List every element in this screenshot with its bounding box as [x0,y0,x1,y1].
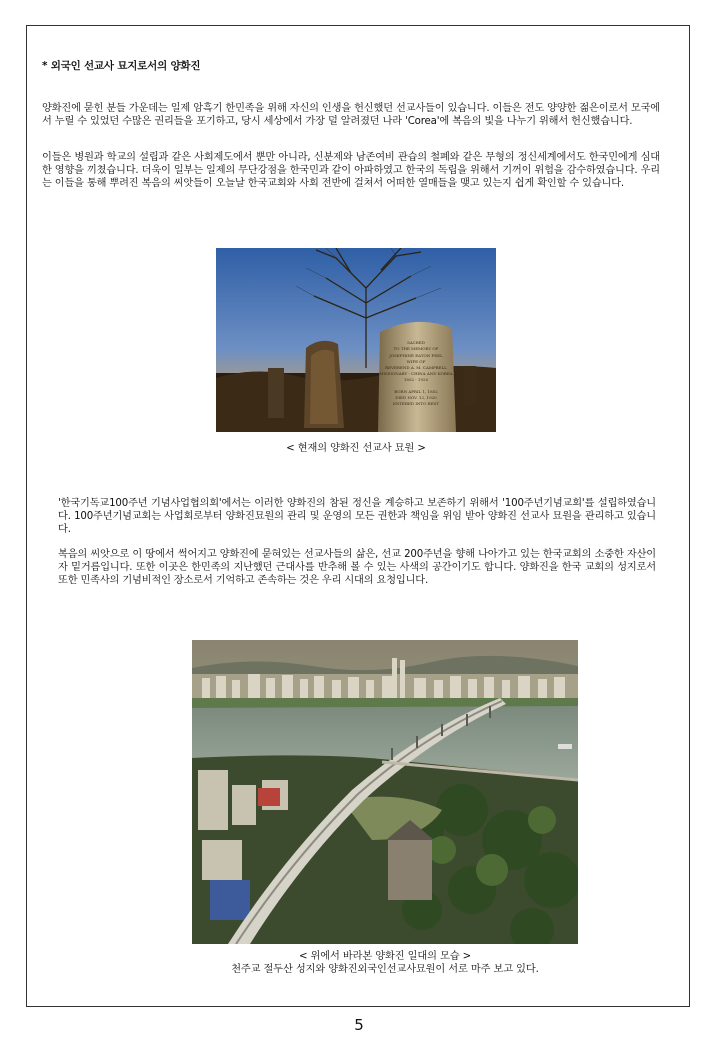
photo2-caption-line-2: 천주교 절두산 성지와 양화진외국인선교사묘원이 서로 마주 보고 있다. [231,964,539,975]
stone-line-1: SACRED [407,340,425,345]
paragraph-1: 양화진에 묻힌 분들 가운데는 일제 암흑기 한민족을 위해 자신의 인생을 헌신했던 선교사들이 있습니다. 이들은 전도 양양한 젊은이로서 모국에서 누릴 수 있었던 수많은 권리들을 포기하고, 당시 세상에서 가장 덜 알려졌던 나라 'Corea'에 복음의 빛을 나누기 위해서 헌신했습니다. [42,103,660,128]
stone-line-9: DIED NOV. 12, 1920 [395,395,437,400]
stone-line-2: TO THE MEMORY OF [393,346,439,351]
stone-line-10: ENTERED INTO REST [392,401,440,406]
stone-line-4: WIFE OF [406,359,426,364]
photo1-caption: < 현재의 양화진 선교사 묘원 > [286,443,426,454]
stone-line-6: MISSIONARY - CHINA AND KOREA [379,371,453,376]
stone-line-8: BORN APRIL 1, 1852 [394,389,438,394]
photo2-caption-line-1: < 위에서 바라본 양화진 일대의 모습 > [298,951,472,962]
photo2-caption [160,950,610,976]
section-heading: * 외국인 선교사 묘지로서의 양화진 [42,60,201,72]
stone-line-5: REVEREND A. M. CAMPBELL [385,365,447,370]
page-number: 5 [354,1016,364,1034]
paragraph-3: '한국기독교100주년 기념사업협의회'에서는 이러한 양화진의 참된 정신을 계승하고 보존하기 위해서 '100주년기념교회'를 설립하였습니다. 100주년기념교회는 사업회로부터 양화진묘원의 관리 및 운영의 모든 권한과 책임을 위임 받아 양화진 선교사 묘원을 관리하고 있습니다. [58,498,656,536]
paragraph-2: 이들은 병원과 학교의 설립과 같은 사회제도에서 뿐만 아니라, 신분제와 남존여비 관습의 철폐와 같은 무형의 정신세계에서도 한국민에게 심대한 영향을 끼쳤습니다. 더욱이 일부는 일제의 무단강점을 한국민과 같이 아파하였고 한국의 독립을 위해서 기꺼이 위험을 감수하였습니다. 우리는 이들을 통해 뿌려진 복음의 씨앗들이 오늘날 한국교회와 사회 전반에 걸쳐서 어떠한 열매들을 맺고 있는지 쉽게 확인할 수 있습니다. [42,152,660,190]
paragraph-4: 복음의 씨앗으로 이 땅에서 썩어지고 양화진에 묻혀있는 선교사들의 삶은, 선교 200주년을 향해 나아가고 있는 한국교회의 소중한 자산이자 밑거름입니다. 또한 이곳은 한민족의 지난했던 근대사를 반추해 볼 수 있는 사색의 공간이기도 합니다. 양화진을 한국 교회의 성지로서 또한 민족사의 기념비적인 장소로서 기억하고 존속하는 것은 우리 시대의 요청입니다. [58,549,656,587]
stone-line-3: JOSEPHINE EATON PEEL [389,353,443,358]
cemetery-photo [216,248,496,432]
stone-line-7: 1852 - 1920 [403,377,429,382]
aerial-photo [192,640,578,944]
